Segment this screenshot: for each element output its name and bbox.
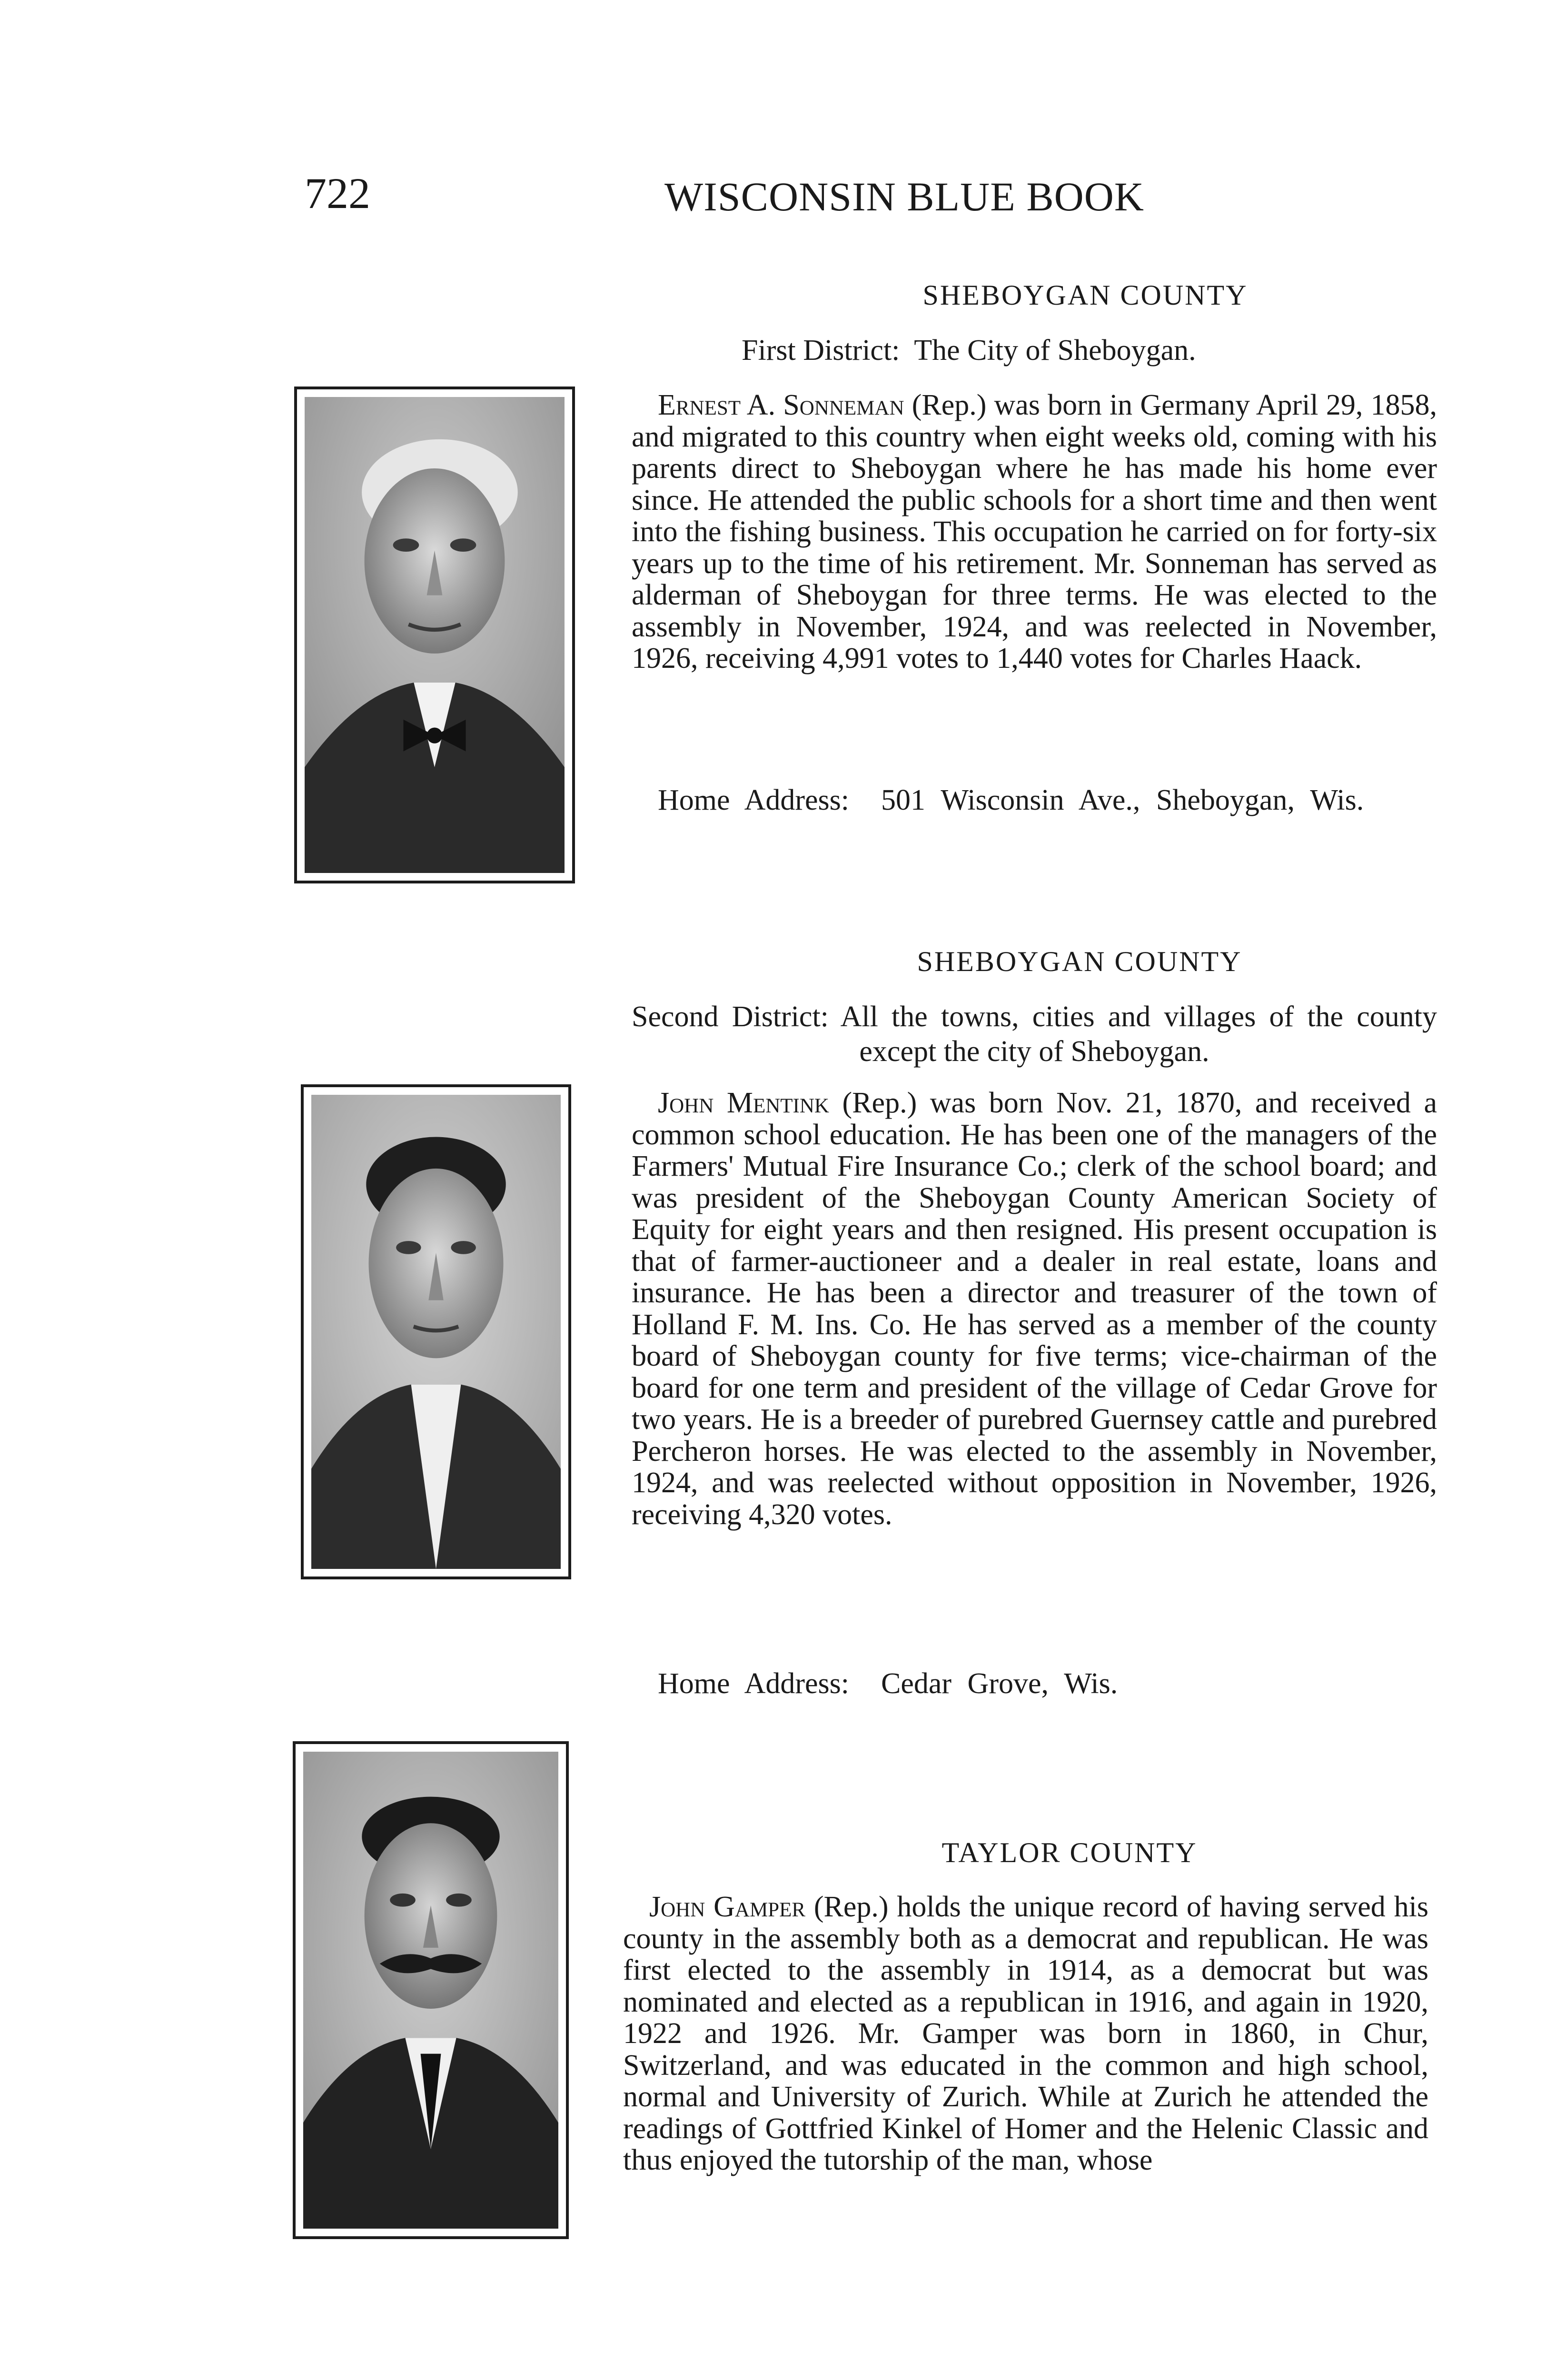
member-name-sonneman: Ernest A. Sonneman <box>658 389 904 421</box>
member-name-mentink: John Mentink <box>658 1087 829 1119</box>
portrait-photo-mentink <box>301 1084 571 1579</box>
district-line-second: Second District: All the towns, cities and villages of the county except the city of Sheboygan. <box>632 1001 1437 1068</box>
county-heading-taylor: TAYLOR COUNTY <box>941 1837 1198 1868</box>
bio-sonneman <box>632 389 1437 674</box>
page-number: 722 <box>305 169 370 218</box>
district-line-first: First District: The City of Sheboygan. <box>742 334 1196 367</box>
county-heading-sheboygan-2: SHEBOYGAN COUNTY <box>917 946 1242 977</box>
bio-text-gamper: (Rep.) holds the unique record of having served his county in the assembly both as a democrat and republican. He was first elected to the assembly in 1914, as a democrat but was nominated and elected as a republican in 1916, and again in 1920, 1922 and 1926. Mr. Gamper was born in 1860, in Chur, Switzerland, and was educated in the common and high school, normal and University of Zurich. While at Zurich he attended the readings of Gottfried Kinkel of Homer and the Helenic Classic and thus enjoyed the tutorship of the man, whose <box>623 1891 1428 2176</box>
bio-text-sonneman: (Rep.) was born in Germany April 29, 1858, and migrated to this country when eight weeks old, coming with his parents direct to Sheboygan where he has made his home ever since. He attended the public schools for a short time and then went into the fishing business. This occupation he carried on for forty-six years up to the time of his retirement. Mr. Sonneman has served as alderman of Sheboygan for three terms. He was elected to the assembly in November, 1924, and was reelected in November, 1926, receiving 4,991 votes to 1,440 votes for Charles Haack. <box>632 389 1437 674</box>
county-heading-sheboygan-1: SHEBOYGAN COUNTY <box>922 279 1248 311</box>
home-address-mentink: Home Address: Cedar Grove, Wis. <box>658 1667 1118 1700</box>
bio-gamper <box>623 1891 1428 2176</box>
home-address-sonneman: Home Address: 501 Wisconsin Ave., Sheboygan, Wis. <box>658 784 1364 816</box>
bio-text-mentink: (Rep.) was born Nov. 21, 1870, and received a common school education. He has been one of the managers of the Farmers' Mutual Fire Insurance Co.; clerk of the school board; and was president of the Sheboygan County American Society of Equity for eight years and then resigned. His present occupation is that of farmer-auctioneer and a dealer in real estate, loans and insurance. He has been a director and treasurer of the town of Holland F. M. Ins. Co. He has served as a member of the county board of Sheboygan county for five terms; vice-chairman of the board for one term and president of the village of Cedar Grove for two years. He is a breeder of purebred Guernsey cattle and purebred Percheron horses. He was elected to the assembly in November, 1924, and was reelected without opposition in November, 1926, receiving 4,320 votes. <box>632 1087 1437 1531</box>
member-name-gamper: John Gamper <box>649 1891 806 1923</box>
bio-mentink <box>632 1087 1437 1530</box>
portrait-photo-gamper <box>293 1741 569 2239</box>
running-head-title: WISCONSIN BLUE BOOK <box>664 174 1144 219</box>
portrait-photo-sonneman <box>294 387 575 883</box>
